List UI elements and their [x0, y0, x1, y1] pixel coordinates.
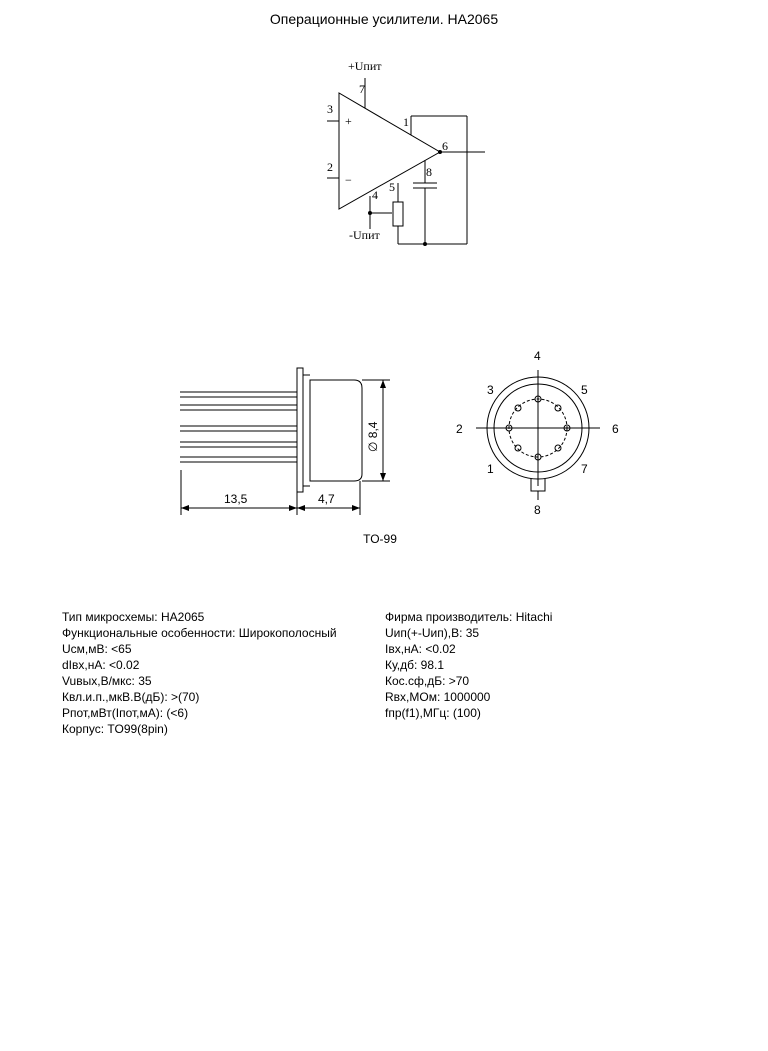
plus-input-sign: + [345, 114, 352, 128]
spec-offset-voltage: Uсм,мВ: <65 [62, 642, 132, 656]
pinout-label-3: 3 [487, 383, 494, 397]
spec-column-left [62, 609, 337, 737]
spec-input-resistance: Rвх,МОм: 1000000 [385, 690, 491, 704]
spec-slew-rate: Vuвых,В/мкс: 35 [62, 674, 152, 688]
spec-bandwidth: fпр(f1),МГц: (100) [385, 706, 481, 720]
spec-column-right [385, 609, 552, 721]
pin-label-3: 3 [327, 102, 333, 116]
spec-supply-voltage: Uип(+-Uип),В: 35 [385, 626, 480, 640]
spec-gain: Ку,дб: 98.1 [385, 658, 445, 672]
pin-label-1: 1 [403, 115, 409, 129]
dim-body: 4,7 [318, 492, 335, 506]
spec-cmrr: Кос.сф,дБ: >70 [385, 674, 470, 688]
pin-label-5: 5 [389, 180, 395, 194]
minus-input-sign: − [345, 173, 352, 187]
spec-power: Рпот,мВт(Iпот,мА): (<6) [62, 706, 189, 720]
pin-label-7: 7 [359, 82, 365, 96]
pinout-label-8: 8 [534, 503, 541, 517]
spec-package: Корпус: TO99(8pin) [62, 722, 168, 736]
pinout-label-6: 6 [612, 422, 619, 436]
pin-label-4: 4 [372, 188, 378, 202]
pin-label-2: 2 [327, 160, 333, 174]
dim-length: 13,5 [224, 492, 248, 506]
spec-manufacturer: Фирма производитель: Hitachi [385, 610, 553, 624]
pinout-label-2: 2 [456, 422, 463, 436]
page-title: Операционные усилители. HA2065 [269, 11, 499, 27]
spec-supply-rejection: Квл.и.п.,мкВ.В(дБ): >(70) [62, 690, 200, 704]
pin-label-8: 8 [426, 165, 432, 179]
pinout-label-5: 5 [581, 383, 588, 397]
pinout-label-1: 1 [487, 462, 494, 476]
spec-chip-type: Тип микросхемы: HA2065 [62, 610, 205, 624]
vminus-label: -Uпит [349, 228, 380, 242]
spec-features: Функциональные особенности: Широкополосный [62, 626, 337, 640]
pinout-label-4: 4 [534, 349, 541, 363]
spec-input-current-diff: dIвх,нА: <0.02 [62, 658, 140, 672]
dim-diameter: ∅ 8,4 [366, 421, 380, 452]
pinout-label-7: 7 [581, 462, 588, 476]
pin-label-6: 6 [442, 139, 448, 153]
spec-input-current: Iвх,нА: <0.02 [385, 642, 456, 656]
package-name: TO-99 [363, 532, 397, 546]
vplus-label: +Uпит [348, 59, 382, 73]
